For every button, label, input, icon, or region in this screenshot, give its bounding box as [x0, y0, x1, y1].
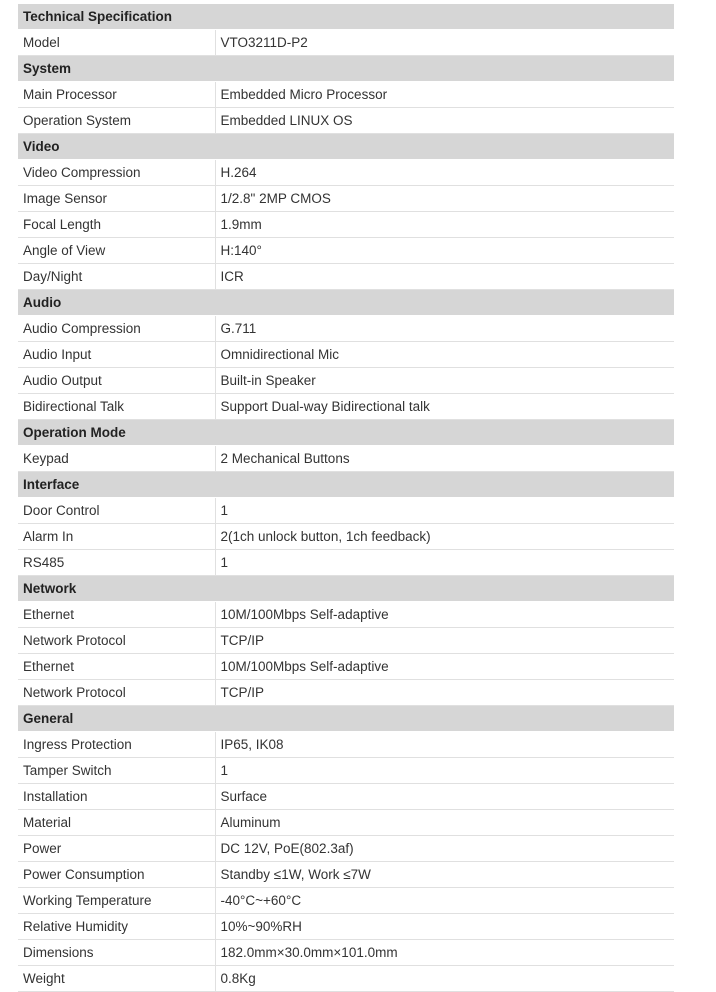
- table-row: [18, 342, 674, 368]
- spec-value: IP65, IK08: [215, 732, 674, 758]
- table-row: [18, 30, 674, 56]
- spec-label: RS485: [18, 550, 215, 576]
- spec-value: 10M/100Mbps Self-adaptive: [215, 602, 674, 628]
- spec-label: Weight: [18, 966, 215, 992]
- section-title: Technical Specification: [18, 4, 674, 30]
- spec-value: ICR: [215, 264, 674, 290]
- table-row: [18, 212, 674, 238]
- spec-label: Network Protocol: [18, 628, 215, 654]
- table-row: [18, 784, 674, 810]
- spec-value: TCP/IP: [215, 680, 674, 706]
- spec-value: Embedded LINUX OS: [215, 108, 674, 134]
- spec-label: Power Consumption: [18, 862, 215, 888]
- spec-value: TCP/IP: [215, 628, 674, 654]
- table-row: [18, 836, 674, 862]
- section-header: [18, 56, 674, 82]
- spec-value: 1: [215, 498, 674, 524]
- spec-value: 10%~90%RH: [215, 914, 674, 940]
- spec-label: Keypad: [18, 446, 215, 472]
- table-row: [18, 82, 674, 108]
- section-header: [18, 420, 674, 446]
- spec-label: Door Control: [18, 498, 215, 524]
- table-row: [18, 186, 674, 212]
- table-row: [18, 732, 674, 758]
- table-row: [18, 628, 674, 654]
- table-row: [18, 498, 674, 524]
- spec-value: -40°C~+60°C: [215, 888, 674, 914]
- section-header: [18, 4, 674, 30]
- table-row: [18, 810, 674, 836]
- spec-label: Ethernet: [18, 602, 215, 628]
- spec-label: Image Sensor: [18, 186, 215, 212]
- spec-value: 1: [215, 758, 674, 784]
- spec-label: Ingress Protection: [18, 732, 215, 758]
- section-title: General: [18, 706, 674, 732]
- spec-value: 1/2.8" 2MP CMOS: [215, 186, 674, 212]
- spec-table: [18, 4, 674, 992]
- spec-label: Audio Output: [18, 368, 215, 394]
- spec-table-body: [18, 4, 674, 992]
- section-title: Network: [18, 576, 674, 602]
- table-row: [18, 446, 674, 472]
- section-title: Interface: [18, 472, 674, 498]
- spec-value: 2(1ch unlock button, 1ch feedback): [215, 524, 674, 550]
- spec-value: Surface: [215, 784, 674, 810]
- table-row: [18, 680, 674, 706]
- spec-label: Network Protocol: [18, 680, 215, 706]
- table-row: [18, 602, 674, 628]
- spec-value: Support Dual-way Bidirectional talk: [215, 394, 674, 420]
- spec-label: Audio Compression: [18, 316, 215, 342]
- table-row: [18, 264, 674, 290]
- spec-value: 2 Mechanical Buttons: [215, 446, 674, 472]
- spec-value: 182.0mm×30.0mm×101.0mm: [215, 940, 674, 966]
- spec-label: Angle of View: [18, 238, 215, 264]
- table-row: [18, 758, 674, 784]
- table-row: [18, 654, 674, 680]
- table-row: [18, 316, 674, 342]
- spec-value: Standby ≤1W, Work ≤7W: [215, 862, 674, 888]
- table-row: [18, 862, 674, 888]
- table-row: [18, 966, 674, 992]
- spec-label: Audio Input: [18, 342, 215, 368]
- section-title: Operation Mode: [18, 420, 674, 446]
- table-row: [18, 368, 674, 394]
- spec-value: H.264: [215, 160, 674, 186]
- spec-label: Power: [18, 836, 215, 862]
- table-row: [18, 238, 674, 264]
- section-header: [18, 576, 674, 602]
- spec-label: Operation System: [18, 108, 215, 134]
- spec-value: VTO3211D-P2: [215, 30, 674, 56]
- table-row: [18, 940, 674, 966]
- spec-value: 1: [215, 550, 674, 576]
- spec-label: Material: [18, 810, 215, 836]
- spec-value: G.711: [215, 316, 674, 342]
- spec-label: Working Temperature: [18, 888, 215, 914]
- spec-value: 0.8Kg: [215, 966, 674, 992]
- table-row: [18, 524, 674, 550]
- spec-label: Installation: [18, 784, 215, 810]
- table-row: [18, 550, 674, 576]
- section-header: [18, 290, 674, 316]
- section-header: [18, 472, 674, 498]
- spec-value: 1.9mm: [215, 212, 674, 238]
- spec-label: Relative Humidity: [18, 914, 215, 940]
- table-row: [18, 394, 674, 420]
- spec-label: Focal Length: [18, 212, 215, 238]
- section-title: System: [18, 56, 674, 82]
- spec-value: 10M/100Mbps Self-adaptive: [215, 654, 674, 680]
- spec-label: Day/Night: [18, 264, 215, 290]
- spec-label: Bidirectional Talk: [18, 394, 215, 420]
- spec-value: Built-in Speaker: [215, 368, 674, 394]
- spec-value: DC 12V, PoE(802.3af): [215, 836, 674, 862]
- section-title: Video: [18, 134, 674, 160]
- section-header: [18, 134, 674, 160]
- table-row: [18, 914, 674, 940]
- spec-value: Omnidirectional Mic: [215, 342, 674, 368]
- spec-label: Dimensions: [18, 940, 215, 966]
- table-row: [18, 888, 674, 914]
- spec-value: Aluminum: [215, 810, 674, 836]
- spec-label: Model: [18, 30, 215, 56]
- spec-label: Ethernet: [18, 654, 215, 680]
- table-row: [18, 108, 674, 134]
- spec-label: Video Compression: [18, 160, 215, 186]
- section-header: [18, 706, 674, 732]
- spec-label: Alarm In: [18, 524, 215, 550]
- spec-label: Main Processor: [18, 82, 215, 108]
- table-row: [18, 160, 674, 186]
- spec-value: Embedded Micro Processor: [215, 82, 674, 108]
- spec-value: H:140°: [215, 238, 674, 264]
- section-title: Audio: [18, 290, 674, 316]
- spec-label: Tamper Switch: [18, 758, 215, 784]
